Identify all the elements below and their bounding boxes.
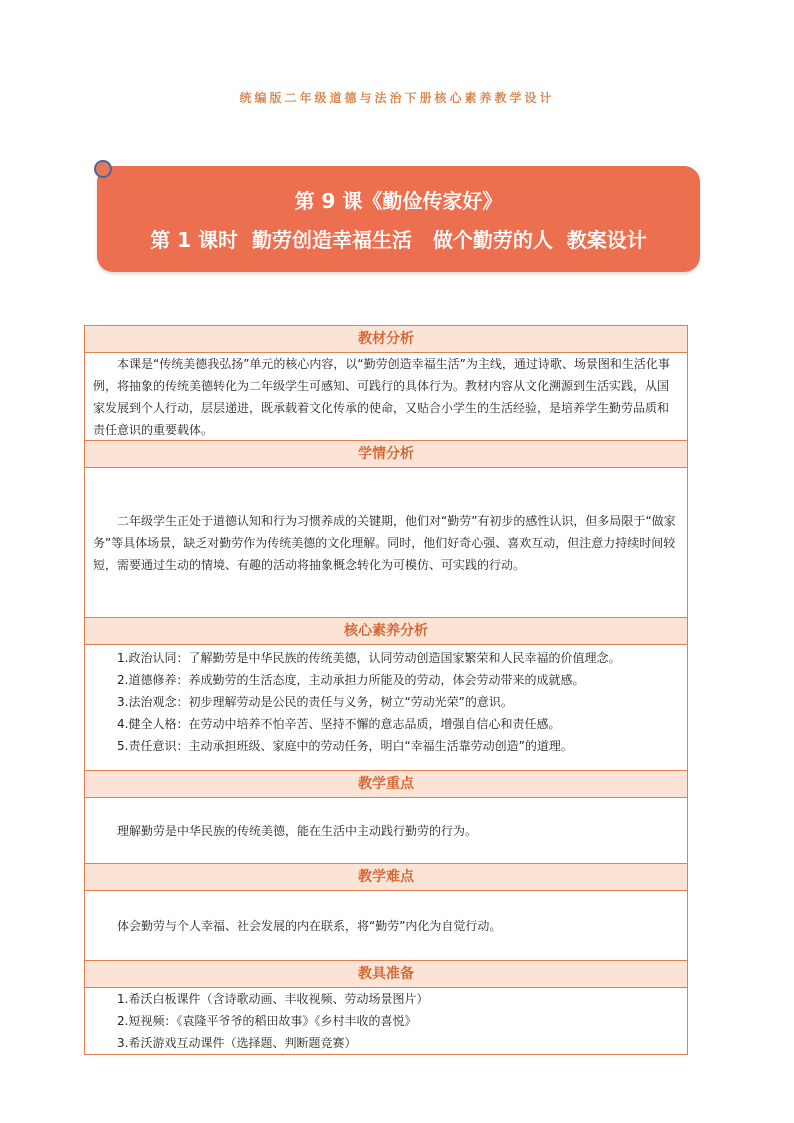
section-title-student-analysis: 学情分析 [85,441,687,468]
lesson-plan-table [84,325,688,1055]
core-literacy-item: 3.法治观念：初步理解劳动是公民的责任与义务，树立“劳动光荣”的意识。 [117,695,513,709]
section-title-teaching-aids: 教具准备 [85,961,687,988]
textbook-analysis-text: 本课是“传统美德我弘扬”单元的核心内容，以“勤劳创造幸福生活”为主线，通过诗歌、场景图和生活化事例，将抽象的传统美德转化为二年级学生可感知、可践行的具体行为。教材内容从文化溯源到生活实践，从国家发展到个人行动，层层递进，既承载着文化传承的使命，又贴合小学生的生活经验，是培养学生勤劳品质和责任意识的重要载体。 [93,357,670,437]
teaching-difficulty-text: 体会勤劳与个人幸福、社会发展的内在联系，将“勤劳”内化为自觉行动。 [117,918,502,933]
core-literacy-item: 1.政治认同：了解勤劳是中华民族的传统美德，认同劳动创造国家繁荣和人民幸福的价值理念。 [117,651,621,665]
core-literacy-item: 5.责任意识：主动承担班级、家庭中的劳动任务，明白“幸福生活靠劳动创造”的道理。 [117,739,573,753]
core-literacy-item: 4.健全人格：在劳动中培养不怕辛苦、坚持不懈的意志品质，增强自信心和责任感。 [117,717,561,731]
section-body-textbook-analysis [85,353,687,441]
teaching-focus-text: 理解勤劳是中华民族的传统美德，能在生活中主动践行勤劳的行为。 [117,823,478,838]
section-body-teaching-aids [85,988,687,1054]
core-literacy-item: 2.道德修养：养成勤劳的生活态度，主动承担力所能及的劳动，体会劳动带来的成就感。 [117,673,585,687]
title-banner [97,166,700,272]
page-header: 统编版二年级道德与法治下册核心素养教学设计 [239,91,555,105]
teaching-aid-item: 1.希沃白板课件（含诗歌动画、丰收视频、劳动场景图片） [117,992,429,1006]
section-body-student-analysis [85,468,687,618]
section-title-core-literacy: 核心素养分析 [85,618,687,645]
student-analysis-text: 二年级学生正处于道德认知和行为习惯养成的关键期，他们对“勤劳”有初步的感性认识，但多局限于“做家务”等具体场景，缺乏对勤劳作为传统美德的文化理解。同时，他们好奇心强、喜欢互动，但注意力持续时间较短，需要通过生动的情境、有趣的活动将抽象概念转化为可模仿、可实践的行动。 [93,513,676,572]
section-body-core-literacy [85,645,687,771]
section-body-teaching-focus [85,798,687,864]
banner-decoration-dot [94,160,112,178]
teaching-aid-item: 2.短视频：《袁隆平爷爷的稻田故事》《乡村丰收的喜悦》 [117,1014,417,1028]
section-title-teaching-difficulty: 教学难点 [85,864,687,891]
lesson-title: 第 9 课《勤俭传家好》 [294,189,503,213]
section-title-textbook-analysis: 教材分析 [85,326,687,353]
section-body-teaching-difficulty [85,891,687,961]
section-title-teaching-focus: 教学重点 [85,771,687,798]
teaching-aid-item: 3.希沃游戏互动课件（选择题、判断题竞赛） [117,1036,357,1050]
lesson-subtitle: 第 1 课时 勤劳创造幸福生活 做个勤劳的人 教案设计 [150,228,647,252]
